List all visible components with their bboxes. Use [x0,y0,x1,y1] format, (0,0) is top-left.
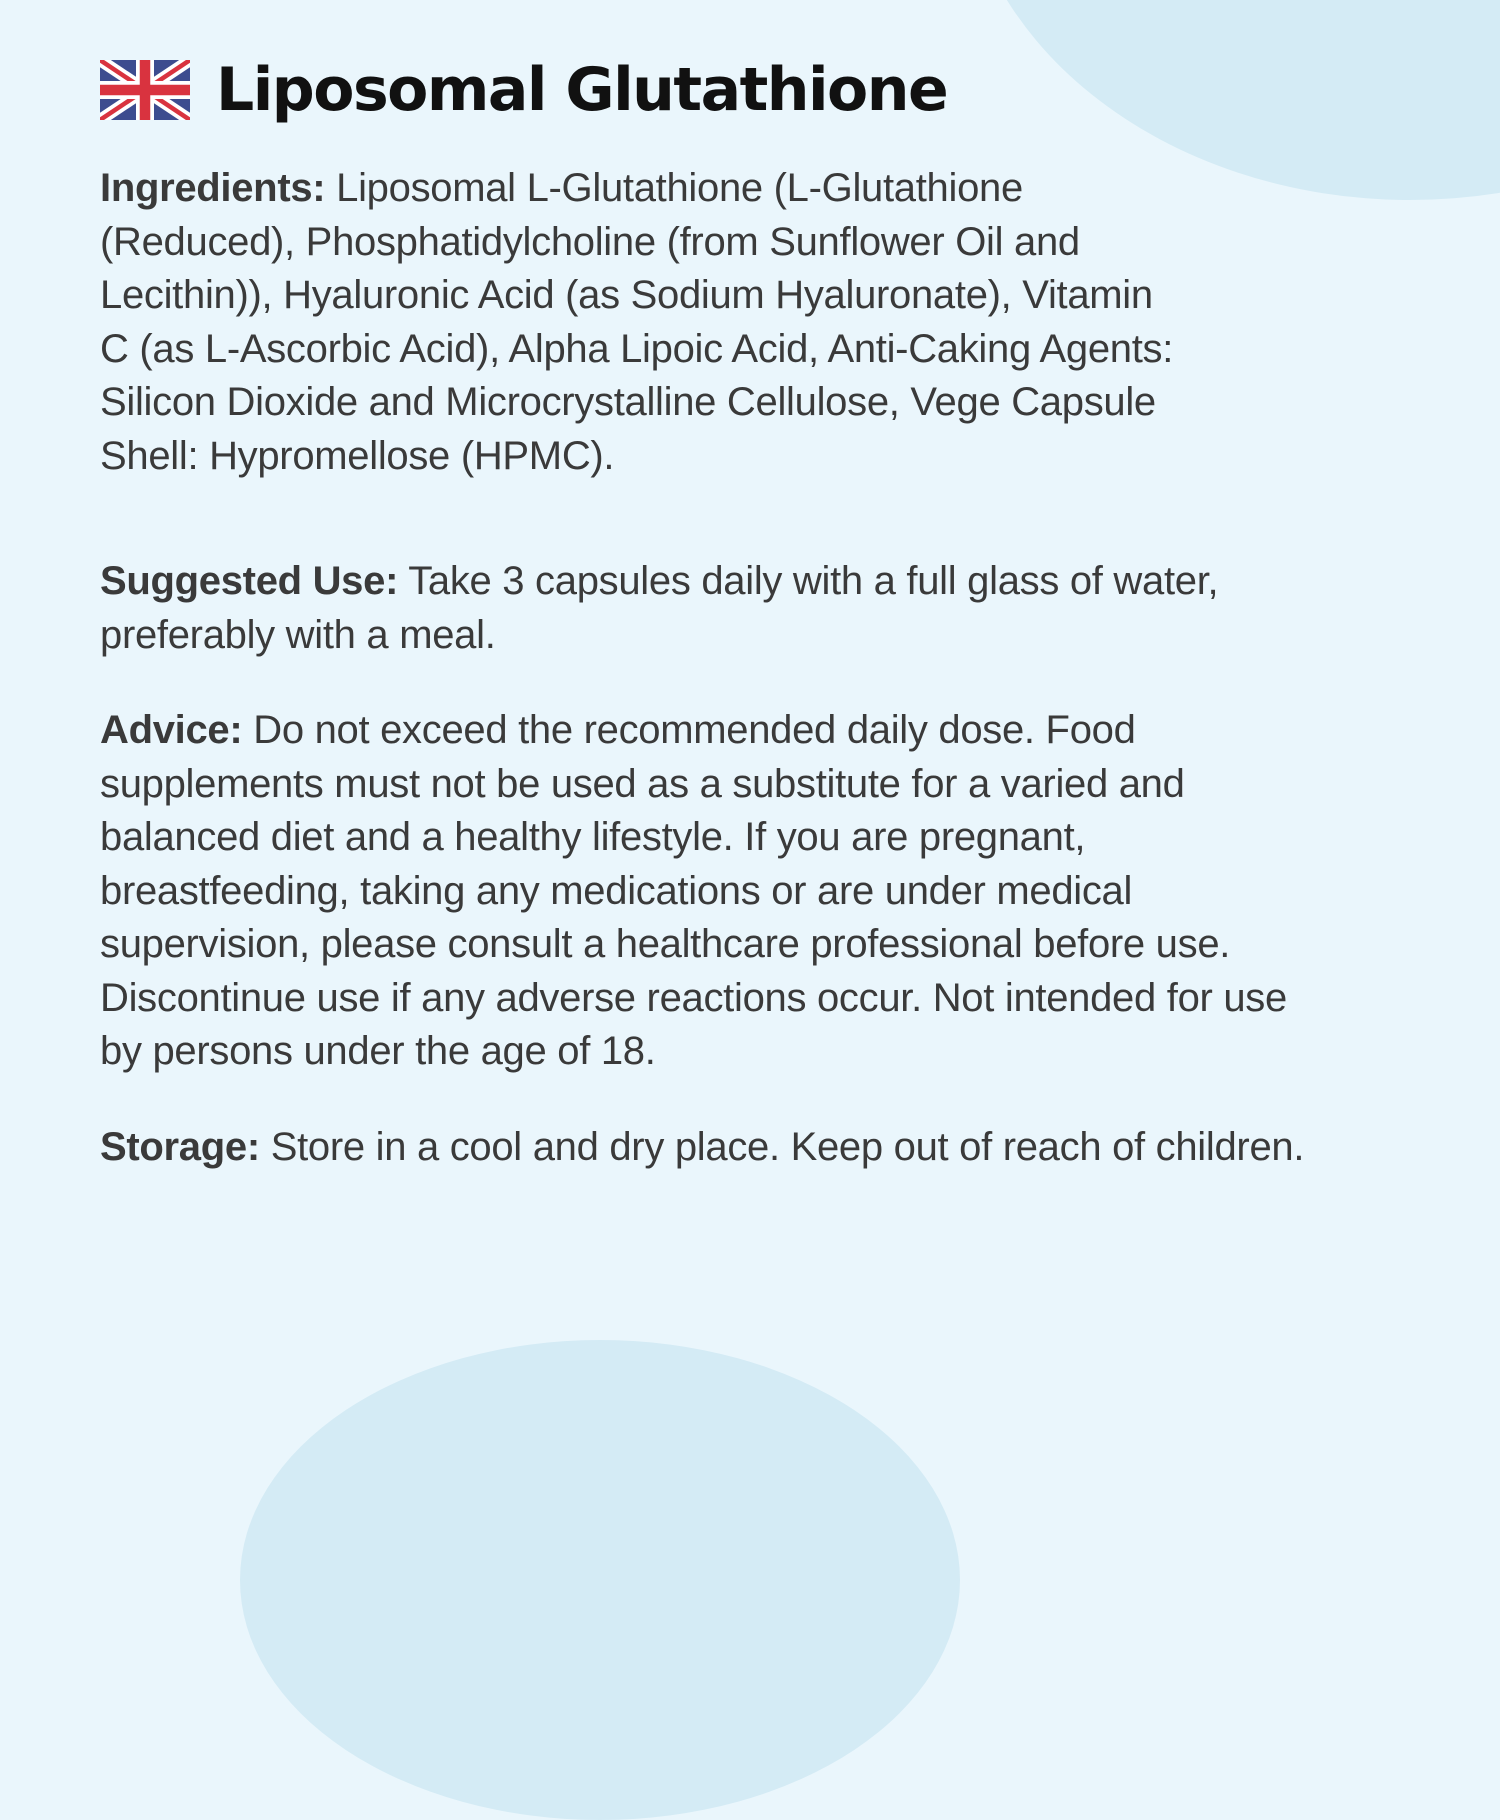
title-row [100,52,1360,128]
storage-text: Store in a cool and dry place. Keep out of reach of children. [270,1124,1305,1169]
storage-section [100,1121,1340,1175]
page-title: Liposomal Glutathione [216,55,948,125]
uk-flag-icon [100,60,190,120]
label-content [100,52,1360,1174]
ingredients-section [100,162,1190,483]
ingredients-text: Liposomal L-Glutathione (L-Glutathione (Reduced), Phosphatidylcholine (from Sunflower Oil and Lecithin)), Hyaluronic Acid (as Sodium Hyaluronate), Vitamin C (as L-Ascorbic Acid), Alpha Lipoic Acid, Anti-Caking Agents: Silicon Dioxide and Microcrystalline Cellulose, Vege Capsule Shell: Hypromellose (HPMC). [100,166,1174,478]
ingredients-label: Ingredients: [100,166,326,210]
suggested-use-section [100,555,1260,662]
suggested-use-text: Take 3 capsules daily with a full glass of water, preferably with a meal. [100,559,1219,657]
advice-label: Advice: [100,708,243,752]
background-blob-bottom [240,1340,960,1820]
suggested-use-label: Suggested Use: [100,559,399,603]
advice-text: Do not exceed the recommended daily dose. Food supplements must not be used as a substitute for a varied and balanced diet and a healthy lifestyle. If you are pregnant, breastfeeding, taking any medications or are under medical supervision, please consult a healthcare professional before use. Discontinue use if any adverse reactions occur. Not intended for use by persons under the age of 18. [100,708,1287,1073]
advice-section [100,704,1310,1079]
storage-label: Storage: [100,1124,260,1169]
